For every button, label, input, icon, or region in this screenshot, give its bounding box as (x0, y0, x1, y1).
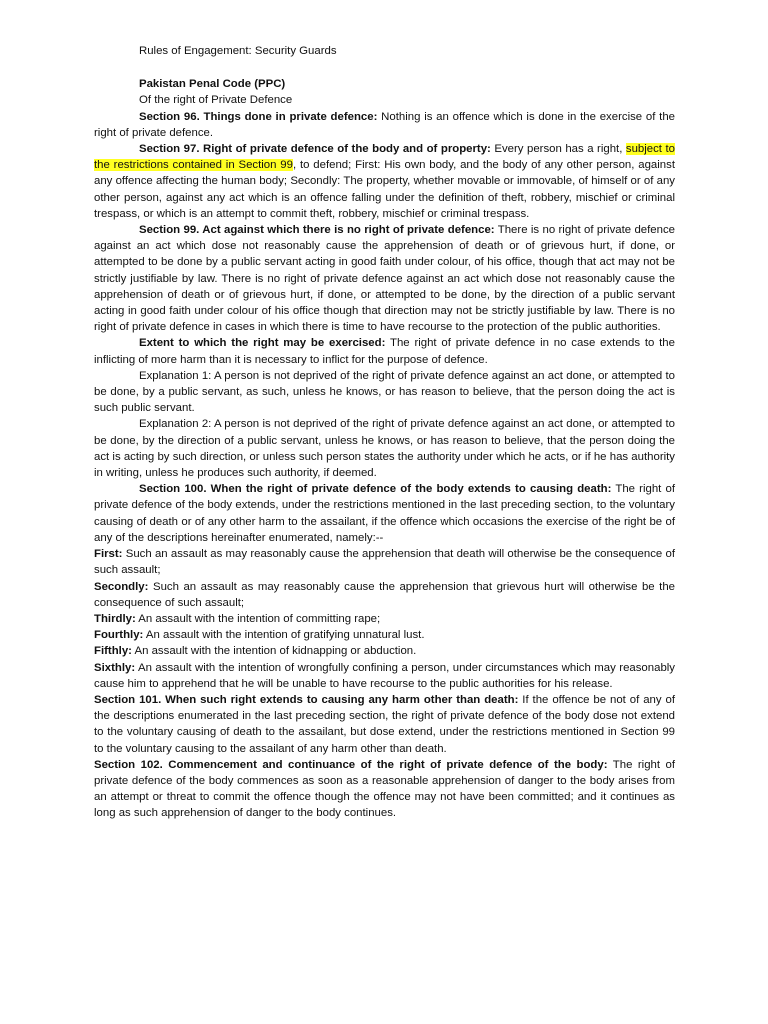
section-101-heading: Section 101. When such right extends to causing any harm other than death: (94, 693, 519, 706)
section-99 (94, 222, 675, 335)
explanation-2: Explanation 2: A person is not deprived of the right of private defence against an act done, or attempted to be done, by the direction of a public servant, unless he knows, or has reason to believe, that the person doing the act is acting by such direction, or unless such person states the authority under which he acts, or if he has authority in writing, unless he produces such authority, if deemed. (94, 418, 675, 480)
ppc-heading: Pakistan Penal Code (PPC) (139, 78, 286, 91)
section-97-heading: Section 97. Right of private defence of the body and of property: (139, 143, 491, 156)
highlighted-text: subject to the restrictions contained in Section 99 (94, 143, 675, 172)
section-102: Section 102. Commencement and continuance of the right of private defence of the body: The right of private defence of the body commences as soon as a reasonable apprehension of danger to the body arises from an attempt or threat to commit the offence though the offence may not have been committed; and it continues as long as such apprehension of danger to the body continues. (94, 758, 676, 820)
explanation-1: Explanation 1: A person is not deprived of the right of private defence against an act done, or attempted to be done, by a public servant, as such, unless he knows, or has reason to believe, that the person doing the act is such public servant. (94, 369, 675, 415)
document-title: Rules of Engagement: Security Guards (139, 45, 337, 57)
section-100-item: Thirdly: An assault with the intention of committing rape; (94, 612, 381, 625)
section-96-text: Nothing is an offence which is done in the exercise of the right of private defence. (94, 110, 675, 139)
section-99-text: There is no right of private defence against an act which dose not reasonably cause the apprehension of death or of grievous hurt, if done, or attempted to be done by a public servant acting in good faith under colour, of his office, though that act may not be strictly justifiable by law. There is no right of private defence against an act which dose not reasonably cause the apprehension of death or of grievous hurt, if done, or attempted to be done, by the direction of a public servant acting in good faith under colour of his office though that direction may not be strictly justifiable by law. There is no right of private defence in cases in which there is time to have recourse to the protection of the public authorities. (94, 224, 675, 334)
section-97: Section 97. Right of private defence of the body and of property: Every person has a right, subject to the restrictions contained in Section 99, to defend; First: His own body, and the body of any other person, against any offence affecting the human body; Secondly: The property, whether movable or immovable, of himself or of any other person, against any act which is an offence falling under the definition of theft, robbery, mischief or criminal trespass, or which is an attempt to commit theft, robbery, mischief or criminal trespass. (94, 143, 675, 220)
section-100-item: Fifthly: An assault with the intention of kidnapping or abduction. (94, 645, 417, 658)
chapter-heading: Of the right of Private Defence (139, 94, 293, 107)
extent-heading: Extent to which the right may be exercised: (139, 337, 386, 350)
section-100-item: Secondly: Such an assault as may reasonably cause the apprehension that grievous hurt will otherwise be the consequence of such assault; (94, 580, 675, 609)
section-100-heading: Section 100. When the right of private defence of the body extends to causing death: (139, 483, 612, 496)
section-101: Section 101. When such right extends to causing any harm other than death: If the offence be not of any of the descriptions enumerated in the last preceding section, the right of private defence of the body dose not extend to the voluntary causing of death to the assailant, but dose extend, under the restrictions mentioned in Section 99 to the voluntary causing to the assailant of any harm other than death. (94, 693, 675, 755)
section-99-heading: Section 99. Act against which there is no right of private defence: (139, 224, 495, 237)
section-100: Section 100. When the right of private defence of the body extends to causing death: The right of private defence of the body extends, under the restrictions mentioned in the last preceding section, to the voluntary causing of death or of any other harm to the assailant, if the offence which occasions the exercise of the right be of any of the descriptions hereinafter enumerated, namely:-- First: Such an assault as may reasonably cause the apprehension that death will otherwise be the consequence of such assault; (94, 483, 675, 577)
section-96-heading: Section 96. Things done in private defence: (139, 110, 378, 123)
extent-paragraph: Extent to which the right may be exercised: The right of private defence in no case extends to the inflicting of more harm than it is necessary to inflict for the purpose of defence. (94, 337, 675, 366)
section-96 (94, 109, 675, 141)
section-100-item: Fourthly: An assault with the intention of gratifying unnatural lust. (94, 629, 425, 642)
section-100-item: Sixthly: An assault with the intention of wrongfully confining a person, under circumstances which may reasonably cause him to apprehend that he will be unable to have recourse to the public authorities for his release. (94, 661, 675, 690)
section-102-heading: Section 102. Commencement and continuance of the right of private defence of the body: (94, 758, 608, 771)
document-body (94, 43, 675, 822)
